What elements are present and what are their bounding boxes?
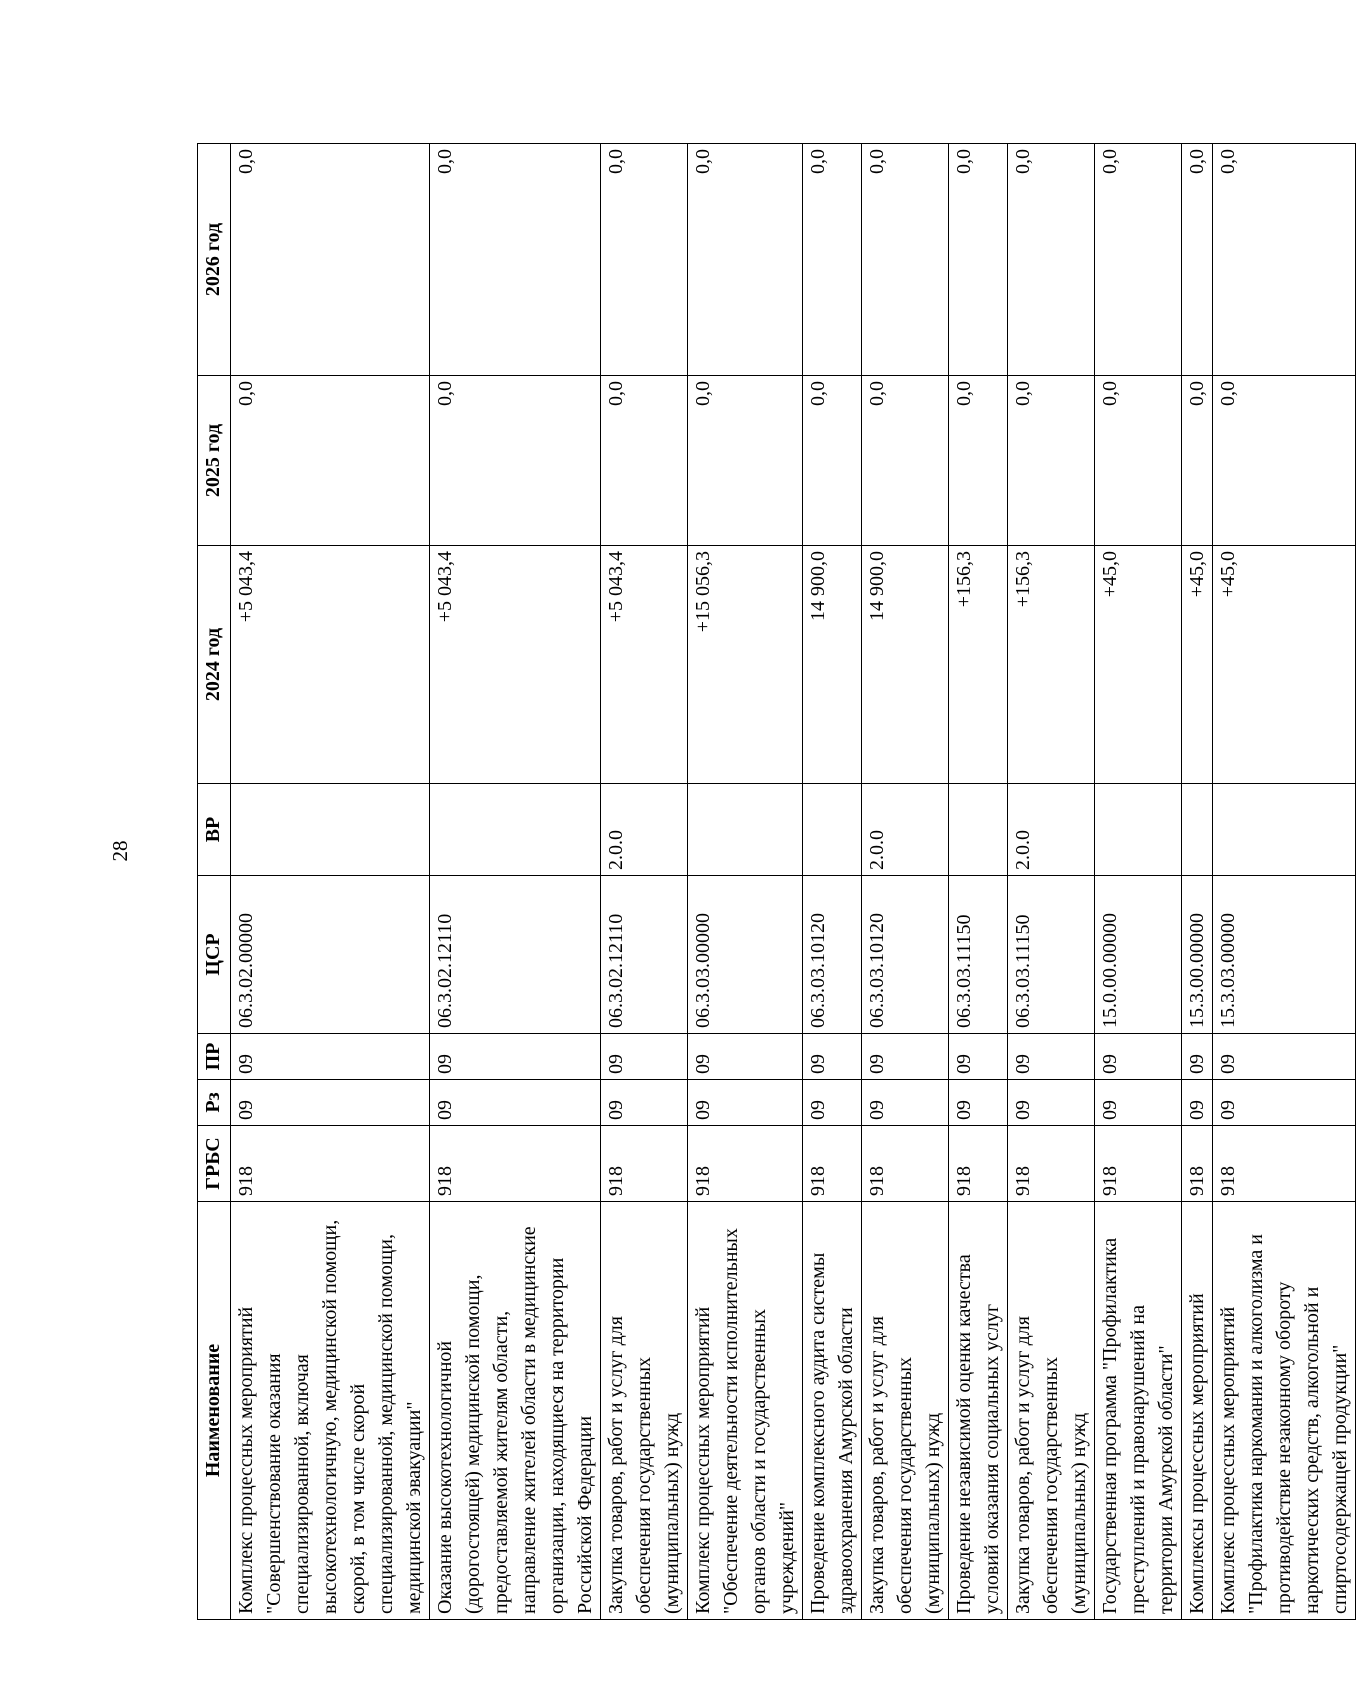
cell-name: Проведение независимой оценки качества условий оказания социальных услуг	[949, 1202, 1008, 1620]
table-row	[862, 144, 949, 1620]
header-name: Наименование	[198, 1202, 231, 1620]
cell-2024: +5 043,4	[231, 546, 430, 784]
cell-2024: +5 043,4	[430, 546, 601, 784]
cell-csr: 06.3.03.10120	[862, 876, 949, 1034]
cell-2024: 14 900,0	[862, 546, 949, 784]
header-2024: 2024 год	[198, 546, 231, 784]
cell-2024: +45,0	[1095, 546, 1182, 784]
cell-name: Комплексы процессных мероприятий	[1182, 1202, 1213, 1620]
cell-pr: 09	[1095, 1034, 1182, 1080]
table-header-row	[198, 144, 231, 1620]
cell-2025: 0,0	[1182, 376, 1213, 546]
budget-table	[197, 143, 1356, 1620]
table-row	[601, 144, 688, 1620]
cell-rz: 09	[688, 1080, 803, 1126]
table-row	[430, 144, 601, 1620]
cell-vr	[1182, 784, 1213, 876]
cell-grbs: 918	[1008, 1126, 1095, 1202]
header-grbs: ГРБС	[198, 1126, 231, 1202]
cell-name: Закупка товаров, работ и услуг для обеспечения государственных (муниципальных) нужд	[601, 1202, 688, 1620]
cell-grbs: 918	[1095, 1126, 1182, 1202]
cell-rz: 09	[1182, 1080, 1213, 1126]
cell-grbs: 918	[231, 1126, 430, 1202]
page-number: 28	[108, 840, 132, 862]
cell-grbs: 918	[1213, 1126, 1356, 1202]
cell-2024: +5 043,4	[601, 546, 688, 784]
cell-pr: 09	[862, 1034, 949, 1080]
cell-rz: 09	[803, 1080, 862, 1126]
cell-pr: 09	[601, 1034, 688, 1080]
cell-rz: 09	[601, 1080, 688, 1126]
cell-vr	[231, 784, 430, 876]
cell-rz: 09	[430, 1080, 601, 1126]
cell-name: Проведение комплексного аудита системы здравоохранения Амурской области	[803, 1202, 862, 1620]
cell-pr: 09	[688, 1034, 803, 1080]
cell-csr: 06.3.03.00000	[688, 876, 803, 1034]
rotated-table-container	[197, 144, 1351, 1620]
cell-rz: 09	[862, 1080, 949, 1126]
cell-2025: 0,0	[231, 376, 430, 546]
cell-vr: 2.0.0	[601, 784, 688, 876]
cell-vr	[430, 784, 601, 876]
cell-pr: 09	[430, 1034, 601, 1080]
cell-2025: 0,0	[803, 376, 862, 546]
table-row	[1008, 144, 1095, 1620]
cell-grbs: 918	[803, 1126, 862, 1202]
cell-name: Закупка товаров, работ и услуг для обеспечения государственных (муниципальных) нужд	[1008, 1202, 1095, 1620]
header-csr: ЦСР	[198, 876, 231, 1034]
cell-csr: 15.3.00.00000	[1182, 876, 1213, 1034]
cell-2026: 0,0	[688, 144, 803, 376]
cell-grbs: 918	[1182, 1126, 1213, 1202]
cell-grbs: 918	[949, 1126, 1008, 1202]
table-row	[1213, 144, 1356, 1620]
cell-grbs: 918	[601, 1126, 688, 1202]
cell-vr	[688, 784, 803, 876]
cell-pr: 09	[803, 1034, 862, 1080]
cell-rz: 09	[1095, 1080, 1182, 1126]
cell-vr	[949, 784, 1008, 876]
header-rz: Рз	[198, 1080, 231, 1126]
cell-name: Государственная программа "Профилактика преступлений и правонарушений на территории Амурской области"	[1095, 1202, 1182, 1620]
cell-pr: 09	[949, 1034, 1008, 1080]
cell-grbs: 918	[688, 1126, 803, 1202]
cell-2025: 0,0	[1008, 376, 1095, 546]
header-2026: 2026 год	[198, 144, 231, 376]
cell-2026: 0,0	[862, 144, 949, 376]
cell-2025: 0,0	[688, 376, 803, 546]
header-pr: ПР	[198, 1034, 231, 1080]
cell-csr: 06.3.02.12110	[601, 876, 688, 1034]
header-vr: ВР	[198, 784, 231, 876]
cell-csr: 06.3.03.10120	[803, 876, 862, 1034]
cell-2025: 0,0	[601, 376, 688, 546]
table-row	[1182, 144, 1213, 1620]
cell-vr: 2.0.0	[1008, 784, 1095, 876]
cell-2026: 0,0	[949, 144, 1008, 376]
cell-2025: 0,0	[1095, 376, 1182, 546]
header-2025: 2025 год	[198, 376, 231, 546]
cell-2024: +45,0	[1182, 546, 1213, 784]
cell-2024: +45,0	[1213, 546, 1356, 784]
cell-2026: 0,0	[601, 144, 688, 376]
cell-name: Оказание высокотехнологичной (дорогостоящей) медицинской помощи, предоставляемой жителям области, направление жителей области в медицинские организации, находящиеся на территории Российской Федерации	[430, 1202, 601, 1620]
cell-name: Комплекс процессных мероприятий "Обеспечение деятельности исполнительных органов области и государственных учреждений"	[688, 1202, 803, 1620]
cell-name: Комплекс процессных мероприятий "Профилактика наркомании и алкоголизма и противодействие незаконному обороту наркотических средств, алкогольной и спиртосодержащей продукции"	[1213, 1202, 1356, 1620]
cell-2024: +156,3	[949, 546, 1008, 784]
cell-rz: 09	[231, 1080, 430, 1126]
cell-pr: 09	[231, 1034, 430, 1080]
cell-2026: 0,0	[1182, 144, 1213, 376]
cell-csr: 15.3.03.00000	[1213, 876, 1356, 1034]
table-row	[1095, 144, 1182, 1620]
cell-name: Закупка товаров, работ и услуг для обеспечения государственных (муниципальных) нужд	[862, 1202, 949, 1620]
cell-csr: 15.0.00.00000	[1095, 876, 1182, 1034]
cell-csr: 06.3.02.12110	[430, 876, 601, 1034]
table-row	[231, 144, 430, 1620]
cell-csr: 06.3.03.11150	[949, 876, 1008, 1034]
cell-2026: 0,0	[231, 144, 430, 376]
cell-2026: 0,0	[803, 144, 862, 376]
cell-pr: 09	[1182, 1034, 1213, 1080]
cell-2026: 0,0	[430, 144, 601, 376]
cell-2024: +156,3	[1008, 546, 1095, 784]
cell-csr: 06.3.02.00000	[231, 876, 430, 1034]
cell-grbs: 918	[862, 1126, 949, 1202]
cell-2025: 0,0	[430, 376, 601, 546]
cell-csr: 06.3.03.11150	[1008, 876, 1095, 1034]
cell-pr: 09	[1213, 1034, 1356, 1080]
table-row	[949, 144, 1008, 1620]
cell-name: Комплекс процессных мероприятий "Совершенствование оказания специализированной, включая высокотехнологичную, медицинской помощи, скорой, в том числе скорой специализированной, медицинской помощи, медицинской эвакуации"	[231, 1202, 430, 1620]
table-row	[803, 144, 862, 1620]
cell-vr: 2.0.0	[862, 784, 949, 876]
cell-2026: 0,0	[1095, 144, 1182, 376]
cell-grbs: 918	[430, 1126, 601, 1202]
cell-2025: 0,0	[862, 376, 949, 546]
cell-vr	[803, 784, 862, 876]
cell-2026: 0,0	[1213, 144, 1356, 376]
cell-2024: +15 056,3	[688, 546, 803, 784]
cell-2026: 0,0	[1008, 144, 1095, 376]
cell-2025: 0,0	[1213, 376, 1356, 546]
cell-pr: 09	[1008, 1034, 1095, 1080]
cell-rz: 09	[949, 1080, 1008, 1126]
table-row	[688, 144, 803, 1620]
cell-2024: 14 900,0	[803, 546, 862, 784]
cell-vr	[1095, 784, 1182, 876]
cell-2025: 0,0	[949, 376, 1008, 546]
cell-rz: 09	[1213, 1080, 1356, 1126]
cell-rz: 09	[1008, 1080, 1095, 1126]
cell-vr	[1213, 784, 1356, 876]
